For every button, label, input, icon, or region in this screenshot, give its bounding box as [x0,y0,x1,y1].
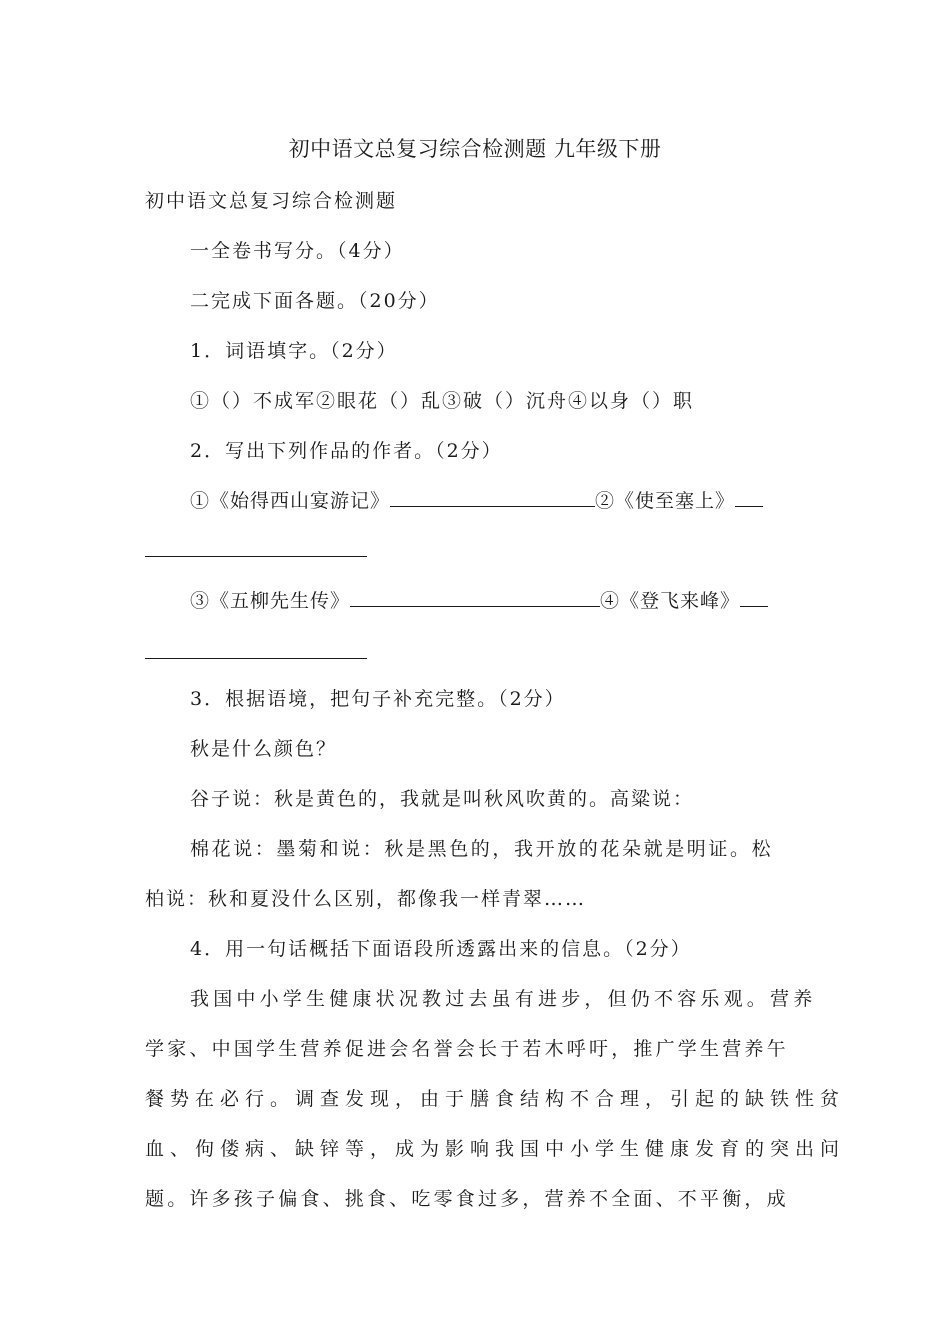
question-2-item-1: ①《始得西山宴游记》 [190,490,391,512]
question-2-stem: 2．写出下列作品的作者。（2分） [190,440,503,462]
question-4-stem: 4．用一句话概括下面语段所透露出来的信息。（2分） [190,938,692,960]
answer-blank[interactable] [740,586,768,607]
answer-blank-continuation[interactable] [145,658,367,659]
page-title: 初中语文总复习综合检测题 九年级下册 [288,137,662,161]
answer-blank[interactable] [735,486,763,507]
section-two: 二完成下面各题。（20分） [190,290,440,312]
answer-blank[interactable] [390,486,595,507]
question-3-stem: 3．根据语境，把句子补充完整。（2分） [190,688,566,710]
question-2-row-1 [190,486,763,516]
question-2-item-3: ③《五柳先生传》 [190,590,351,612]
question-2-item-2: ②《使至塞上》 [595,490,736,512]
question-2-item-4: ④《登飞来峰》 [600,590,741,612]
answer-blank[interactable] [350,586,600,607]
question-4-paragraph-line-3: 餐势在必行。调查发现，由于膳食结构不合理，引起的缺铁性贫 [145,1088,846,1110]
question-1-stem: 1．词语填字。（2分） [190,340,398,362]
question-3-line-3: 棉花说：墨菊和说：秋是黑色的，我开放的花朵就是明证。松 [190,838,774,860]
section-one: 一全卷书写分。（4分） [190,240,405,262]
question-1-line: ①（）不成军②眼花（）乱③破（）沉舟④以身（）职 [190,390,695,412]
question-4-paragraph-line-1: 我国中小学生健康状况教过去虽有进步，但仍不容乐观。营养 [190,988,817,1010]
question-3-line-1: 秋是什么颜色？ [190,738,338,760]
question-4-paragraph-line-4: 血、佝偻病、缺锌等，成为影响我国中小学生健康发育的突出问 [145,1138,846,1160]
question-4-paragraph-line-5: 题。许多孩子偏食、挑食、吃零食过多，营养不全面、不平衡，成 [145,1188,789,1210]
answer-blank-continuation[interactable] [145,556,367,557]
question-3-line-2: 谷子说：秋是黄色的，我就是叫秋风吹黄的。高粱说： [190,788,695,810]
question-4-paragraph-line-2: 学家、中国学生营养促进会名誉会长于若木呼吁，推广学生营养午 [145,1038,789,1060]
question-3-line-4: 柏说：秋和夏没什么区别，都像我一样青翠…… [145,888,587,910]
question-2-row-2 [190,586,768,616]
document-subtitle: 初中语文总复习综合检测题 [145,190,398,212]
